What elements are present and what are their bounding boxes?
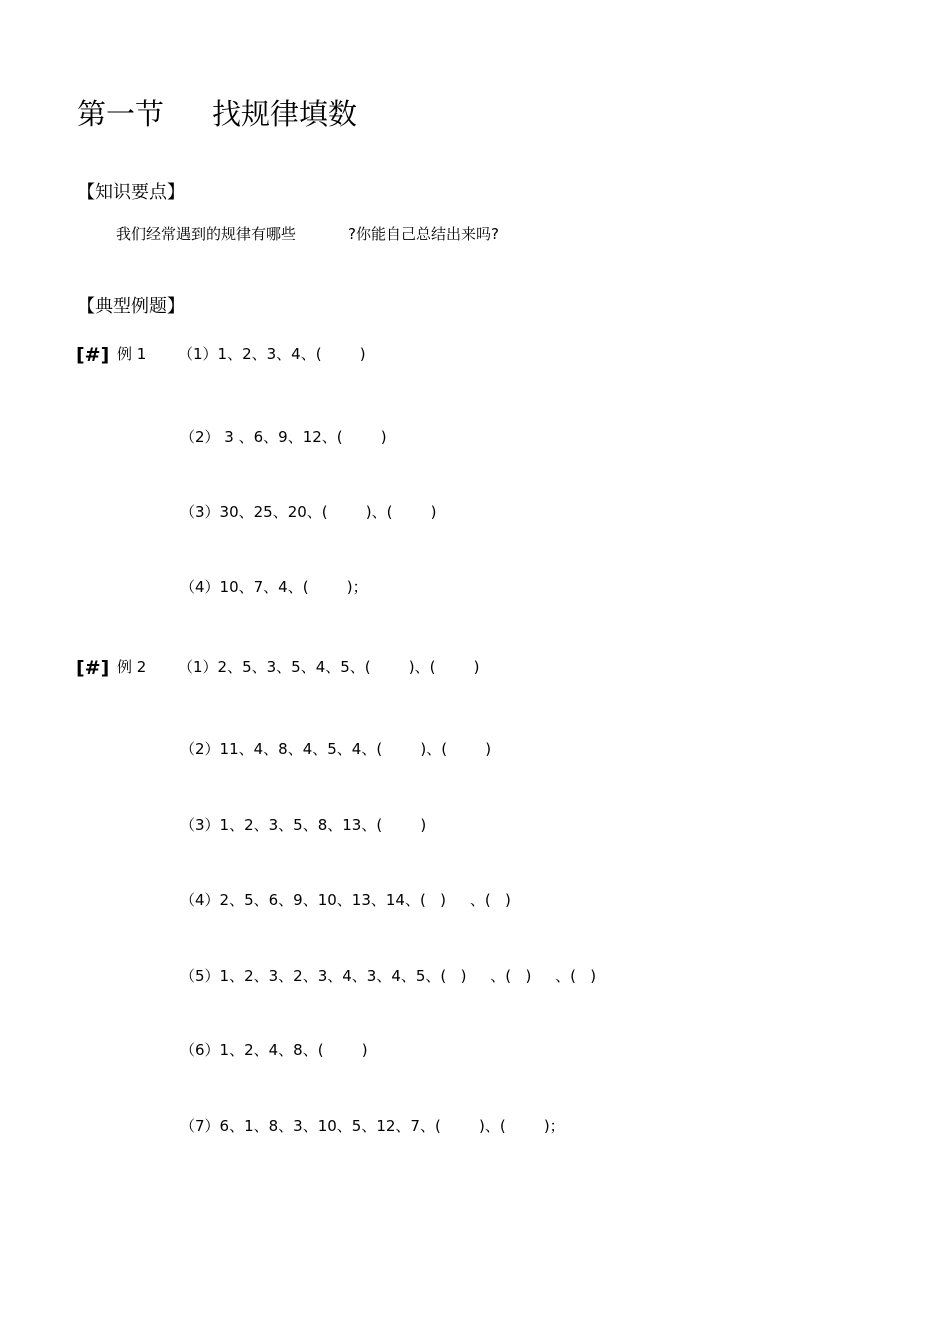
example2-item-7: （7）6、1、8、3、10、5、12、7、( )、( )； [180, 1117, 565, 1135]
example2-label: 例 2 [117, 658, 147, 676]
example1-item-4: （4）10、7、4、( )； [180, 578, 368, 596]
example2-item-5: （5）1、2、3、2、3、4、3、4、5、( ) 、( ) 、( ) [180, 967, 597, 985]
example1-item-2: （2） 3 、6、9、12、( ) [180, 428, 387, 446]
example2-marker: [#] [76, 657, 110, 679]
example2-item-2: （2）11、4、8、4、5、4、( )、( ) [180, 740, 492, 758]
knowledge-text-part1: 我们经常遇到的规律有哪些 [116, 225, 297, 243]
knowledge-heading: 【知识要点】 [77, 182, 185, 203]
knowledge-text-part2: ?你能自己总结出来吗? [348, 225, 499, 243]
example2-item-6: （6）1、2、4、8、( ) [180, 1041, 368, 1059]
example1-item-3: （3）30、25、20、( )、( ) [180, 503, 437, 521]
example2-item-3: （3）1、2、3、5、8、13、( ) [180, 816, 427, 834]
example2-item-4: （4）2、5、6、9、10、13、14、( ) 、( ) [180, 891, 511, 909]
examples-heading: 【典型例题】 [77, 296, 185, 317]
page-title-number: 第一节 [77, 97, 165, 131]
example1-label: 例 1 [117, 345, 147, 363]
example1-item-1: （1）1、2、3、4、( ) [178, 345, 366, 363]
page-title-text: 找规律填数 [212, 97, 358, 131]
example2-item-1: （1）2、5、3、5、4、5、( )、( ) [178, 658, 480, 676]
example1-marker: [#] [76, 344, 110, 366]
